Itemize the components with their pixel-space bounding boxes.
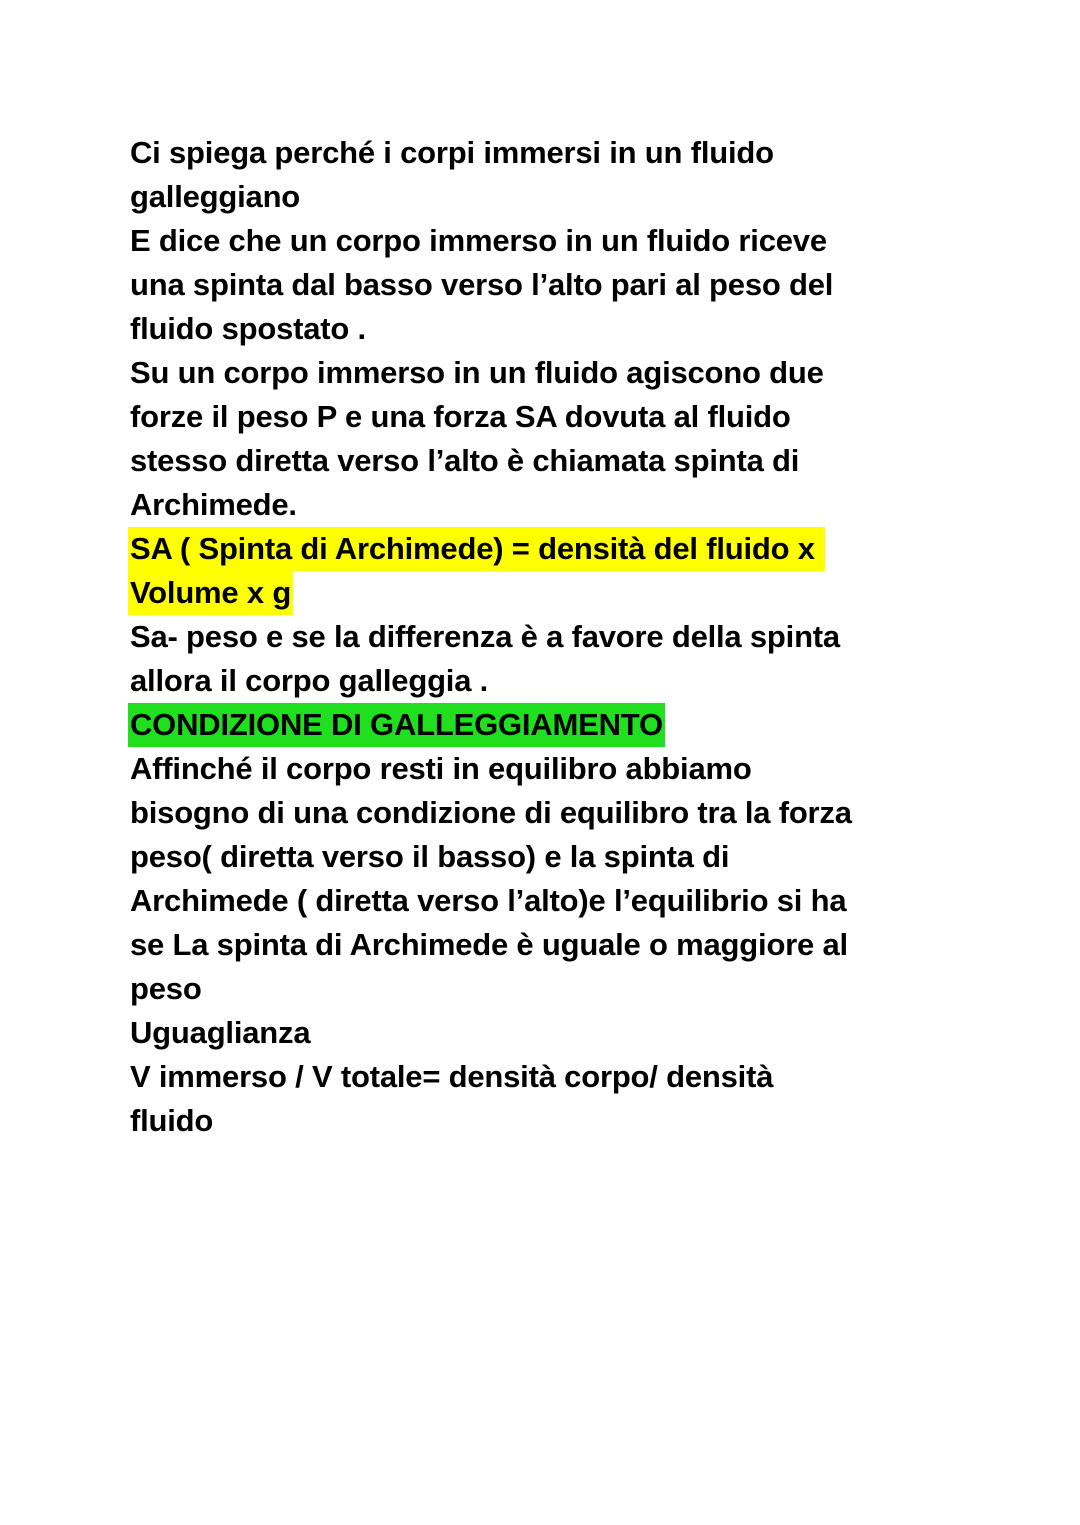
text-line [130,659,1000,703]
text-line-content: fluido [130,1103,214,1138]
text-line-content: fluido spostato . [130,311,366,346]
text-line-content: forze il peso P e una forza SA dovuta al fluido [130,399,791,434]
text-line [130,571,1000,615]
text-line-content: se La spinta di Archimede è uguale o maggiore al [130,927,848,962]
text-line [130,835,1000,879]
text-line-content: una spinta dal basso verso l’alto pari al peso del [130,267,834,302]
text-line-content: peso( diretta verso il basso) e la spinta di [130,839,730,874]
text-line-content: Su un corpo immerso in un fluido agiscono due [130,355,824,390]
highlighted-text: SA ( Spinta di Archimede) = densità del fluido x [128,527,825,571]
text-line-content: allora il corpo galleggia . [130,663,489,698]
text-line [130,351,1000,395]
text-line [130,219,1000,263]
text-line [130,1099,1000,1143]
text-line-content: bisogno di una condizione di equilibro tra la forza [130,795,852,830]
text-line [130,615,1000,659]
highlighted-text: Volume x g [128,571,293,615]
text-line [130,747,1000,791]
text-line [130,483,1000,527]
text-line [130,923,1000,967]
text-line [130,175,1000,219]
text-line [130,395,1000,439]
text-line-content: Archimede. [130,487,297,522]
text-line [130,131,1000,175]
text-line-content: peso [130,971,202,1006]
text-line [130,307,1000,351]
text-line-content: Sa- peso e se la differenza è a favore della spinta [130,619,840,654]
text-line-content: Ci spiega perché i corpi immersi in un fluido [130,135,774,170]
text-line [130,967,1000,1011]
highlighted-text: CONDIZIONE DI GALLEGGIAMENTO [128,703,665,747]
text-line [130,263,1000,307]
text-line-content: Archimede ( diretta verso l’alto)e l’equilibrio si ha [130,883,847,918]
text-line [130,527,1000,571]
text-line [130,791,1000,835]
text-line-content: galleggiano [130,179,301,214]
text-line-content: V immerso / V totale= densità corpo/ densità [130,1059,774,1094]
text-line [130,879,1000,923]
text-line [130,1011,1000,1055]
text-line [130,703,1000,747]
text-line-content: Affinché il corpo resti in equilibro abbiamo [130,751,752,786]
text-line-content: E dice che un corpo immerso in un fluido riceve [130,223,827,258]
text-line [130,1055,1000,1099]
text-line-content: stesso diretta verso l’alto è chiamata spinta di [130,443,800,478]
text-line-content: Uguaglianza [130,1015,311,1050]
text-line [130,439,1000,483]
